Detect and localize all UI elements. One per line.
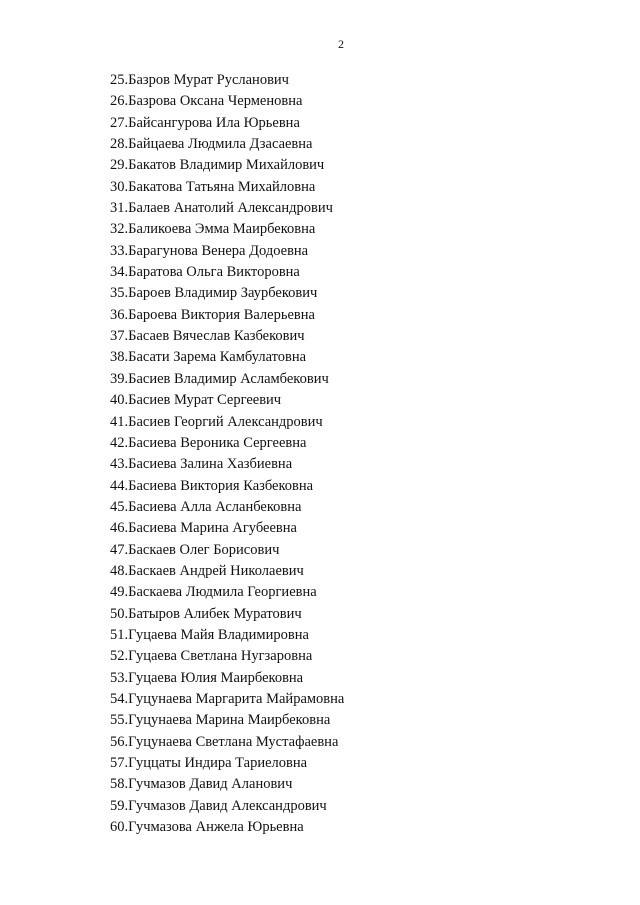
list-item: 53.Гуцаева Юлия Маирбековна <box>110 669 304 686</box>
list-item: 30.Бакатова Татьяна Михайловна <box>110 178 316 195</box>
list-item: 26.Базрова Оксана Черменовна <box>110 93 303 110</box>
list-item: 25.Базров Мурат Русланович <box>110 72 289 88</box>
list-item: 27.Байсангурова Ила Юрьевна <box>110 114 300 131</box>
list-item: 45.Басиева Алла Асланбековна <box>110 498 302 515</box>
list-item: 29.Бакатов Владимир Михайлович <box>110 157 325 174</box>
list-item: 49.Баскаева Людмила Георгиевна <box>110 584 317 601</box>
list-item: 44.Басиева Виктория Казбековна <box>110 477 314 494</box>
list-item: 39.Басиев Владимир Асламбекович <box>110 370 329 387</box>
list-item: 60.Гучмазова Анжела Юрьевна <box>110 819 304 836</box>
name-list <box>110 70 344 838</box>
list-item: 48.Баскаев Андрей Николаевич <box>110 562 304 579</box>
list-item: 33.Барагунова Венера Додоевна <box>110 242 309 259</box>
list-item: 32.Баликоева Эмма Маирбековна <box>110 221 316 238</box>
list-item: 50.Батыров Алибек Муратович <box>110 605 302 622</box>
list-item: 57.Гуццаты Индира Тариеловна <box>110 755 308 771</box>
list-item: 28.Байцаева Людмила Дзасаевна <box>110 136 313 153</box>
list-item: 46.Басиева Марина Агубеевна <box>110 520 297 537</box>
list-item: 47.Баскаев Олег Борисович <box>110 541 280 558</box>
list-item: 56.Гуцунаева Светлана Мустафаевна <box>110 733 339 750</box>
list-item: 52.Гуцаева Светлана Нугзаровна <box>110 648 313 665</box>
list-item: 35.Бароев Владимир Заурбекович <box>110 285 318 302</box>
list-item: 55.Гуцунаева Марина Маирбековна <box>110 712 331 729</box>
list-item: 38.Басати Зарема Камбулатовна <box>110 349 307 366</box>
list-item: 58.Гучмазов Давид Аланович <box>110 776 293 793</box>
page-number: 2 <box>338 37 344 51</box>
list-item: 54.Гуцунаева Маргарита Майрамовна <box>110 690 345 707</box>
list-item: 36.Бароева Виктория Валерьевна <box>110 306 315 323</box>
list-item: 31.Балаев Анатолий Александрович <box>110 200 333 217</box>
list-item: 40.Басиев Мурат Сергеевич <box>110 392 282 409</box>
list-item: 37.Басаев Вячеслав Казбекович <box>110 328 305 345</box>
list-item: 42.Басиева Вероника Сергеевна <box>110 434 307 451</box>
list-item: 43.Басиева Залина Хазбиевна <box>110 456 293 473</box>
list-item: 34.Баратова Ольга Викторовна <box>110 264 300 281</box>
list-item: 51.Гуцаева Майя Владимировна <box>110 626 309 643</box>
list-item: 59.Гучмазов Давид Александрович <box>110 797 327 814</box>
list-item: 41.Басиев Георгий Александрович <box>110 413 323 430</box>
